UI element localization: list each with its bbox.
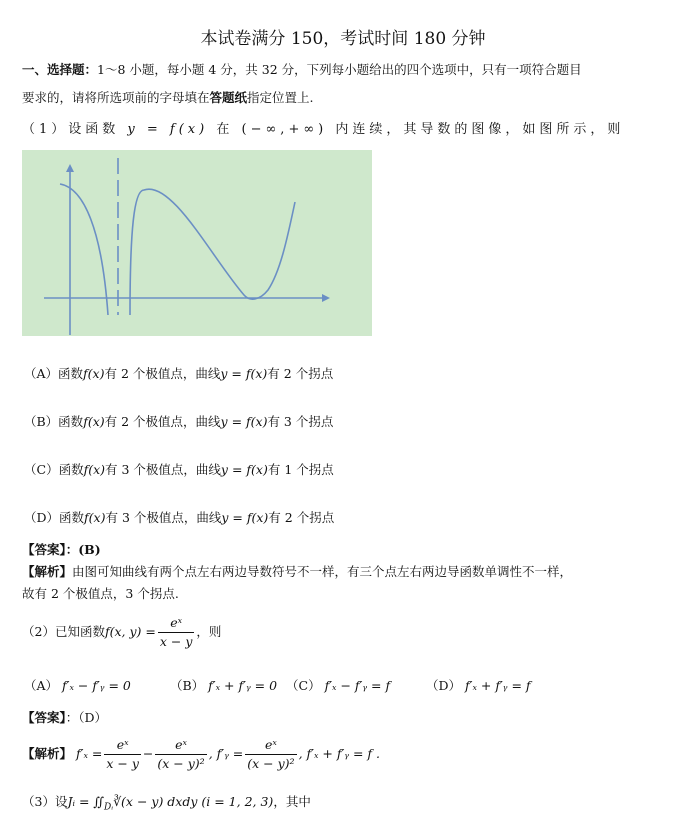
q1-option-a[interactable]: （A）函数f(x)有 2 个极值点，曲线y = f(x)有 2 个拐点 xyxy=(24,366,334,381)
q2-option-d[interactable]: （D） f′ₓ + f′ᵧ = f xyxy=(426,678,531,693)
q1-stem-a: （1）设函数 xyxy=(22,122,120,137)
y-axis-arrow xyxy=(66,164,74,172)
q3-stem: （3）设Jᵢ = $∬_{Dᵢ}∛(x - y)$ dxdy (i = 1, 2, 3)，其中 xyxy=(22,794,311,813)
q1-answer: 【答案】：(B) xyxy=(22,542,101,557)
q1-stem xyxy=(22,118,624,137)
section-intro-text-1: 1～8 小题，每小题 4 分，共 32 分，下列每小题给出的四个选项中，只有一项符合题目 xyxy=(97,62,582,77)
q3-domain: Dᵢ xyxy=(104,802,114,813)
x-axis-arrow xyxy=(322,294,330,302)
section-intro-text-2c: 指定位置上. xyxy=(247,90,314,105)
q1-stem-b: 在 xyxy=(216,122,234,137)
q2-option-a[interactable]: （A） f′ₓ − f′ᵧ = 0 xyxy=(24,678,131,693)
q1-stem-c: 内连续，其导数的图像，如图所示，则 xyxy=(335,122,625,137)
section-heading: 一、选择题： xyxy=(22,62,98,77)
section-intro-line-2 xyxy=(22,88,314,106)
section-intro-line-1 xyxy=(22,60,582,78)
answer-sheet-term: 答题纸 xyxy=(209,90,248,105)
section-intro-text-2a: 要求的，请将所选项前的字母填在 xyxy=(22,90,210,105)
q2-option-c[interactable]: （C） f′ₓ − f′ᵧ = f xyxy=(286,678,391,693)
q2-analysis: 【解析】 f′ₓ = $\frac{\text{eˣ}}{x - y}$ − $\frac{\text{eˣ}}{\text{(x − y)²}}$ , f′ᵧ = $\frac{\text{eˣ}}{\text{(x − y)²}}$ , f′ₓ + f′ᵧ = f . xyxy=(22,737,380,771)
derivative-graph xyxy=(22,150,372,336)
q1-interval: (−∞,+∞) xyxy=(241,122,328,137)
q1-option-c[interactable]: （C）函数f(x)有 3 个极值点，曲线y = f(x)有 1 个拐点 xyxy=(24,462,334,477)
q2-stem: （2）已知函数f(x, y) = $\frac{\text{eˣ}}{x - y}$ ，则 xyxy=(22,615,222,649)
curve-left-branch xyxy=(60,184,108,315)
q2-answer: 【答案】：（D） xyxy=(22,710,108,725)
page-title: 本试卷满分 150，考试时间 180 分钟 xyxy=(200,29,486,49)
q2-fraction: $\frac{\text{eˣ}}{x - y}$ xyxy=(159,615,193,649)
q1-option-b[interactable]: （B）函数f(x)有 2 个极值点，曲线y = f(x)有 3 个拐点 xyxy=(24,414,334,429)
derivative-graph-svg xyxy=(22,150,372,336)
q1-function: y = f(x) xyxy=(127,122,209,137)
q1-option-d[interactable]: （D）函数f(x)有 3 个极值点，曲线y = f(x)有 2 个拐点 xyxy=(24,510,335,525)
q1-analysis-line-2: 故有 2 个极值点，3 个拐点. xyxy=(22,586,179,601)
q1-analysis-line-1: 【解析】由图可知曲线有两个点左右两边导数符号不一样，有三个点左右两边导函数单调性不一样， xyxy=(22,564,573,579)
q2-option-b[interactable]: （B） f′ₓ + f′ᵧ = 0 xyxy=(170,678,278,693)
curve-right-branch xyxy=(130,189,295,315)
